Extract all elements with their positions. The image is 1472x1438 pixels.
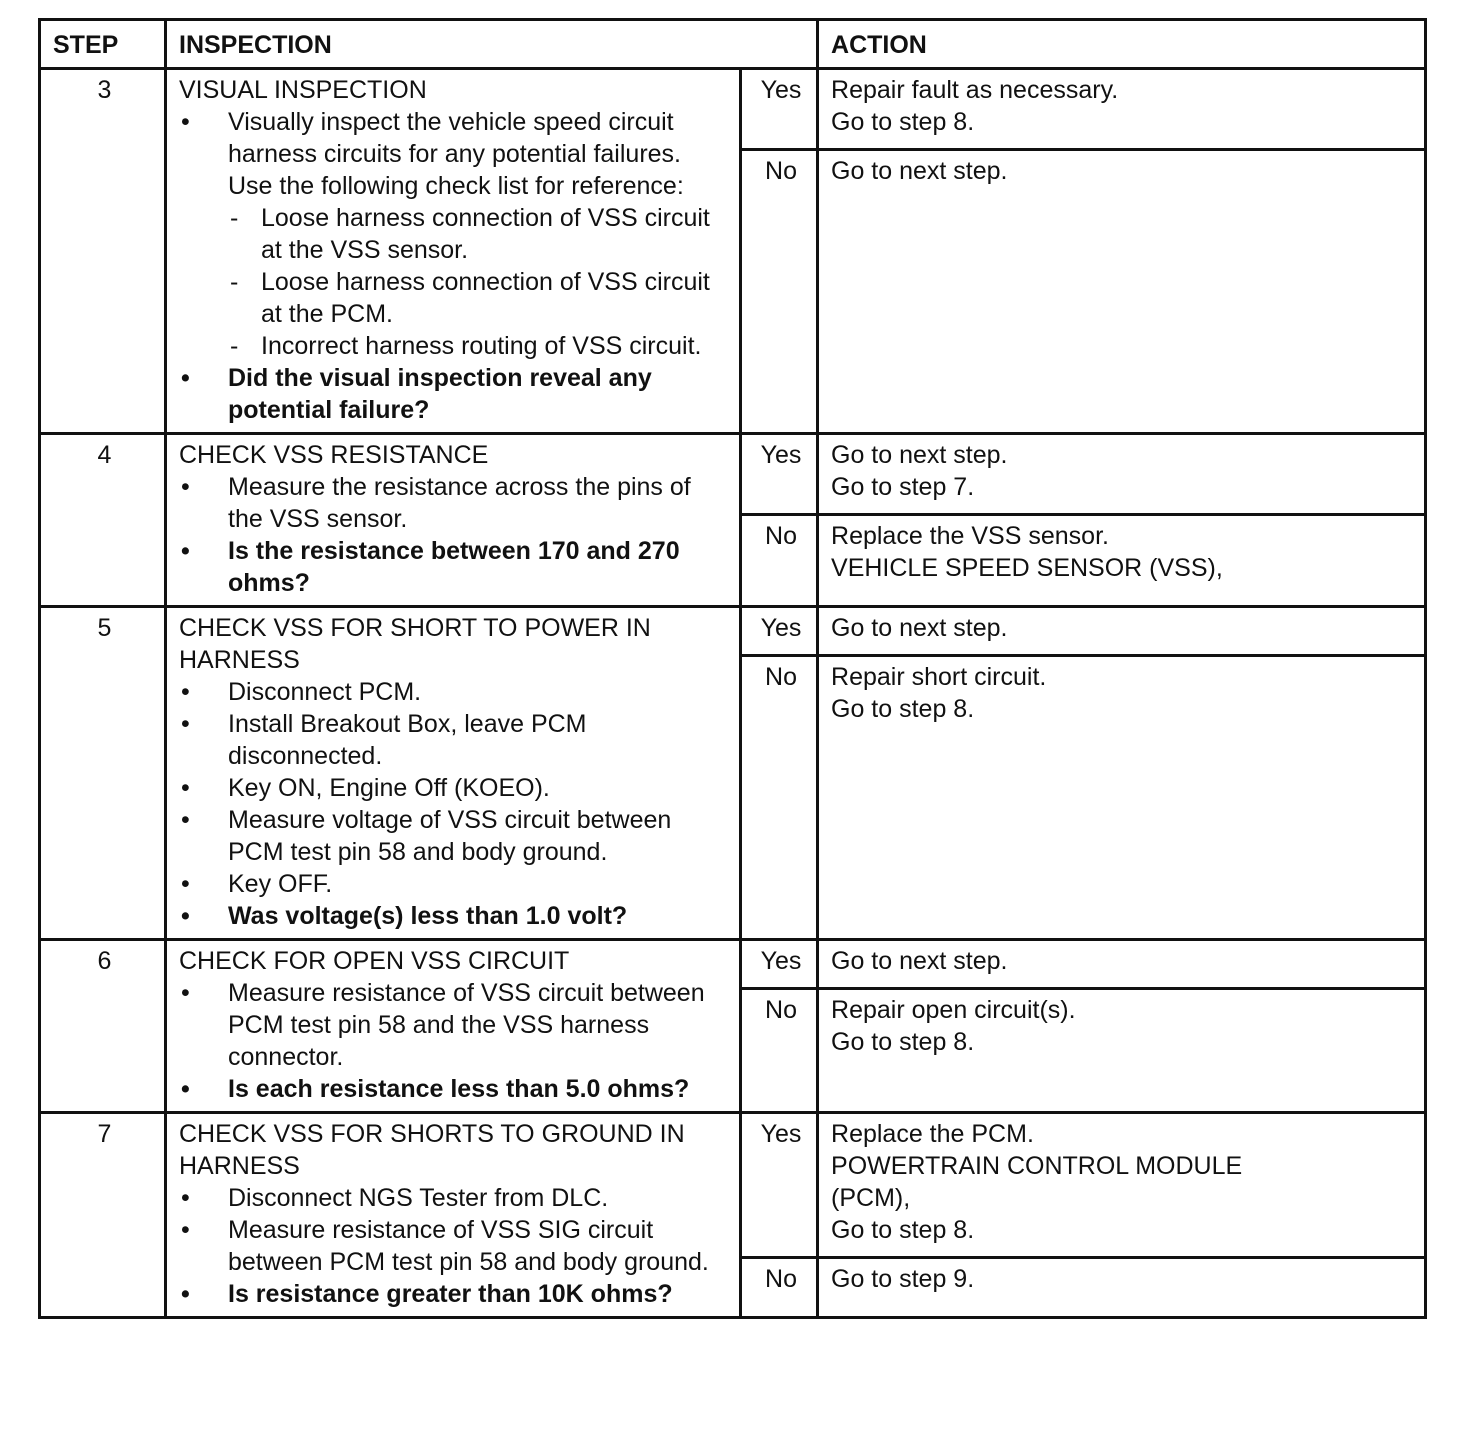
no-label: No (741, 989, 818, 1113)
step-number: 3 (40, 69, 166, 434)
step-number: 6 (40, 940, 166, 1113)
step-title: VISUAL INSPECTION (179, 76, 427, 104)
inspection-bullet: • Measure voltage of VSS circuit between PCM test pin 58 and body ground. (179, 804, 731, 868)
action-line: POWERTRAIN CONTROL MODULE (831, 1152, 1243, 1180)
step-title: CHECK VSS FOR SHORT TO POWER IN HARNESS (179, 614, 651, 674)
header-inspection: INSPECTION (166, 20, 818, 69)
yes-action (818, 607, 1426, 656)
action-line: (PCM), (831, 1184, 911, 1212)
inspection-bullet-text: Visually inspect the vehicle speed circuit harness circuits for any potential failures. Use the following check list for reference: (228, 108, 684, 200)
no-action (818, 656, 1426, 940)
no-action (818, 150, 1426, 434)
action-line: Go to step 8. (831, 1028, 975, 1056)
yes-action (818, 940, 1426, 989)
no-action (818, 515, 1426, 607)
checklist-item: - Loose harness connection of VSS circuit at the PCM. (228, 266, 731, 330)
action-line: Go to next step. (831, 441, 1008, 469)
header-action: ACTION (818, 20, 1426, 69)
inspection-question: • Is each resistance less than 5.0 ohms? (179, 1073, 731, 1105)
step-inspection (166, 1113, 741, 1318)
inspection-bullet: • Key OFF. (179, 868, 731, 900)
step-7-yes-row (40, 1113, 1426, 1258)
step-inspection (166, 69, 741, 434)
action-line: Go to step 8. (831, 695, 975, 723)
yes-action (818, 434, 1426, 515)
step-inspection (166, 607, 741, 940)
yes-label: Yes (741, 434, 818, 515)
step-5-yes-row (40, 607, 1426, 656)
step-inspection (166, 940, 741, 1113)
action-line: Repair open circuit(s). (831, 996, 1076, 1024)
inspection-bullet: • Key ON, Engine Off (KOEO). (179, 772, 731, 804)
checklist-item: - Incorrect harness routing of VSS circuit. (228, 330, 731, 362)
action-line: Go to step 9. (831, 1265, 975, 1293)
no-action (818, 1258, 1426, 1318)
no-label: No (741, 1258, 818, 1318)
step-3-yes-row (40, 69, 1426, 150)
yes-label: Yes (741, 940, 818, 989)
inspection-bullet: • Measure resistance of VSS circuit between PCM test pin 58 and the VSS harness connector. (179, 977, 731, 1073)
step-4-yes-row (40, 434, 1426, 515)
checklist-item: - Loose harness connection of VSS circuit at the VSS sensor. (228, 202, 731, 266)
action-line: Go to step 7. (831, 473, 975, 501)
inspection-question: • Is the resistance between 170 and 270 ohms? (179, 535, 731, 599)
step-title: CHECK FOR OPEN VSS CIRCUIT (179, 947, 570, 975)
action-line: Repair short circuit. (831, 663, 1047, 691)
yes-label: Yes (741, 607, 818, 656)
step-title: CHECK VSS FOR SHORTS TO GROUND IN HARNESS (179, 1120, 685, 1180)
step-6-yes-row (40, 940, 1426, 989)
inspection-question: • Was voltage(s) less than 1.0 volt? (179, 900, 731, 932)
inspection-bullet: • Install Breakout Box, leave PCM disconnected. (179, 708, 731, 772)
step-title: CHECK VSS RESISTANCE (179, 441, 489, 469)
inspection-bullet: • Disconnect PCM. (179, 676, 731, 708)
action-line: Repair fault as necessary. (831, 76, 1119, 104)
yes-action (818, 1113, 1426, 1258)
inspection-bullet: • Measure resistance of VSS SIG circuit between PCM test pin 58 and body ground. (179, 1214, 731, 1278)
action-line: Replace the PCM. (831, 1120, 1034, 1148)
header-row (40, 20, 1426, 69)
action-line: Go to step 8. (831, 1216, 975, 1244)
step-number: 7 (40, 1113, 166, 1318)
action-line: Go to step 8. (831, 108, 975, 136)
step-inspection (166, 434, 741, 607)
yes-action (818, 69, 1426, 150)
no-label: No (741, 515, 818, 607)
header-step: STEP (40, 20, 166, 69)
action-line: Go to next step. (831, 157, 1008, 185)
step-number: 5 (40, 607, 166, 940)
yes-label: Yes (741, 1113, 818, 1258)
no-label: No (741, 150, 818, 434)
inspection-bullet (179, 106, 731, 362)
step-number: 4 (40, 434, 166, 607)
action-line: Go to next step. (831, 614, 1008, 642)
inspection-bullet: • Disconnect NGS Tester from DLC. (179, 1182, 731, 1214)
action-line: Go to next step. (831, 947, 1008, 975)
yes-label: Yes (741, 69, 818, 150)
action-line: Replace the VSS sensor. (831, 522, 1109, 550)
inspection-question: • Did the visual inspection reveal any potential failure? (179, 362, 731, 426)
inspection-bullet: • Measure the resistance across the pins of the VSS sensor. (179, 471, 731, 535)
inspection-question: • Is resistance greater than 10K ohms? (179, 1278, 731, 1310)
no-action (818, 989, 1426, 1113)
action-line: VEHICLE SPEED SENSOR (VSS), (831, 554, 1223, 582)
diagnostic-table (38, 18, 1427, 1319)
no-label: No (741, 656, 818, 940)
